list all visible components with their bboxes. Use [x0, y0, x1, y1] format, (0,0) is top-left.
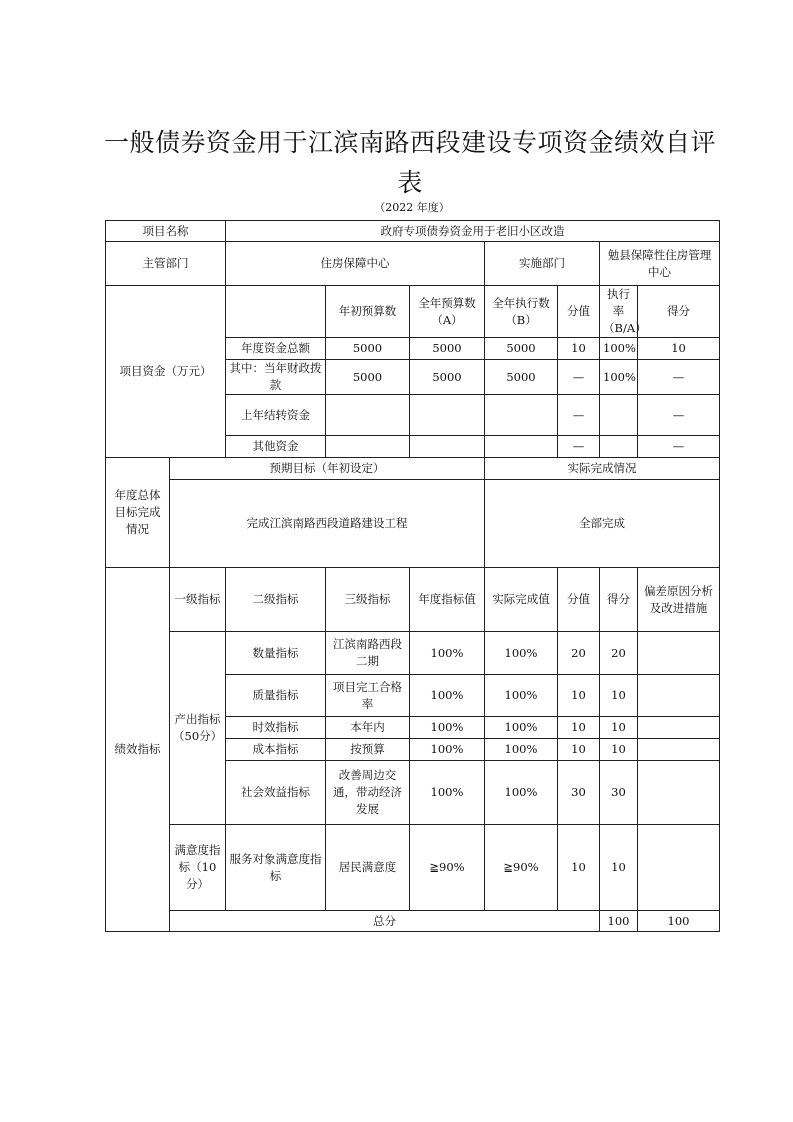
perf-label: 绩效指标 — [106, 568, 170, 932]
funds-cell: 10 — [558, 338, 600, 360]
perf-actual: 100% — [485, 717, 558, 739]
perf-got: 10 — [600, 675, 638, 717]
funds-header: 年初预算数 — [326, 286, 410, 338]
funds-cell — [485, 436, 558, 458]
funds-header-row — [106, 286, 720, 338]
funds-cell: 5000 — [326, 338, 410, 360]
perf-score: 10 — [558, 825, 600, 911]
perf-deviation — [638, 717, 720, 739]
perf-target: 100% — [410, 761, 485, 825]
funds-label: 项目资金（万元） — [106, 286, 226, 458]
perf-header: 三级指标 — [326, 568, 410, 632]
funds-cell: — — [638, 360, 720, 395]
funds-cell — [485, 395, 558, 436]
funds-cell — [326, 436, 410, 458]
perf-l2: 质量指标 — [226, 675, 326, 717]
project-name-row — [106, 221, 720, 242]
perf-group-satisfaction: 满意度指标（10分） — [170, 825, 226, 911]
perf-got: 30 — [600, 761, 638, 825]
perf-target: 100% — [410, 717, 485, 739]
report-year: （2022 年度） — [374, 201, 450, 214]
total-label: 总分 — [170, 911, 600, 932]
funds-row-name: 上年结转资金 — [226, 395, 326, 436]
perf-actual: 100% — [485, 739, 558, 761]
perf-actual: 100% — [485, 675, 558, 717]
perf-target: 100% — [410, 632, 485, 675]
perf-group-output: 产出指标（50分） — [170, 632, 226, 825]
perf-l2: 服务对象满意度指标 — [226, 825, 326, 911]
perf-actual: 100% — [485, 761, 558, 825]
perf-got: 10 — [600, 717, 638, 739]
impl-value: 勉县保障性住房管理中心 — [600, 242, 720, 286]
goals-label: 年度总体目标完成情况 — [106, 458, 170, 568]
perf-l3: 按预算 — [326, 739, 410, 761]
funds-header-blank — [226, 286, 326, 338]
perf-header: 偏差原因分析及改进措施 — [638, 568, 720, 632]
perf-score: 10 — [558, 717, 600, 739]
perf-header: 二级指标 — [226, 568, 326, 632]
total-score: 100 — [600, 911, 638, 932]
funds-cell: 5000 — [410, 338, 485, 360]
funds-cell: — — [558, 395, 600, 436]
project-name-label: 项目名称 — [106, 221, 226, 242]
total-row — [106, 911, 720, 932]
perf-l2: 社会效益指标 — [226, 761, 326, 825]
funds-cell: 5000 — [326, 360, 410, 395]
perf-score: 10 — [558, 675, 600, 717]
dept-value: 住房保障中心 — [226, 242, 485, 286]
goals-value-row — [106, 480, 720, 568]
funds-cell: — — [638, 395, 720, 436]
funds-row-name: 其中：当年财政拨款 — [226, 360, 326, 395]
perf-actual: ≧90% — [485, 825, 558, 911]
department-row — [106, 242, 720, 286]
perf-target: 100% — [410, 739, 485, 761]
self-evaluation-table — [105, 220, 720, 932]
funds-cell — [326, 395, 410, 436]
perf-deviation — [638, 761, 720, 825]
funds-cell — [600, 395, 638, 436]
perf-header: 分值 — [558, 568, 600, 632]
perf-deviation — [638, 739, 720, 761]
perf-deviation — [638, 825, 720, 911]
funds-cell: — — [558, 436, 600, 458]
perf-got: 10 — [600, 825, 638, 911]
perf-l3: 居民满意度 — [326, 825, 410, 911]
page-title: 一般债券资金用于江滨南路西段建设专项资金绩效自评表 — [103, 128, 716, 197]
goals-header-row — [106, 458, 720, 480]
funds-cell: 5000 — [485, 360, 558, 395]
perf-header: 一级指标 — [170, 568, 226, 632]
perf-score: 20 — [558, 632, 600, 675]
perf-deviation — [638, 675, 720, 717]
funds-header: 得分 — [638, 286, 720, 338]
funds-cell: 5000 — [485, 338, 558, 360]
funds-cell: 100% — [600, 360, 638, 395]
perf-row — [106, 825, 720, 911]
funds-cell: — — [558, 360, 600, 395]
funds-cell — [410, 395, 485, 436]
perf-header-row — [106, 568, 720, 632]
goals-actual-label: 实际完成情况 — [485, 458, 720, 480]
total-got: 100 — [638, 911, 720, 932]
perf-got: 20 — [600, 632, 638, 675]
goals-expected-label: 预期目标（年初设定） — [170, 458, 485, 480]
funds-header: 全年预算数（A） — [410, 286, 485, 338]
funds-cell: 100% — [600, 338, 638, 360]
funds-cell — [600, 436, 638, 458]
funds-row-name: 年度资金总额 — [226, 338, 326, 360]
perf-actual: 100% — [485, 632, 558, 675]
perf-l3: 项目完工合格率 — [326, 675, 410, 717]
perf-score: 10 — [558, 739, 600, 761]
perf-l2: 时效指标 — [226, 717, 326, 739]
funds-cell: 5000 — [410, 360, 485, 395]
perf-target: ≧90% — [410, 825, 485, 911]
funds-row-name: 其他资金 — [226, 436, 326, 458]
funds-cell: 10 — [638, 338, 720, 360]
dept-label: 主管部门 — [106, 242, 226, 286]
perf-target: 100% — [410, 675, 485, 717]
perf-header: 得分 — [600, 568, 638, 632]
impl-label: 实施部门 — [485, 242, 600, 286]
funds-cell — [410, 436, 485, 458]
perf-l3: 江滨南路西段二期 — [326, 632, 410, 675]
funds-header: 全年执行数（B） — [485, 286, 558, 338]
funds-header: 分值 — [558, 286, 600, 338]
perf-l3: 改善周边交通，带动经济发展 — [326, 761, 410, 825]
perf-deviation — [638, 632, 720, 675]
perf-got: 10 — [600, 739, 638, 761]
goals-expected-value: 完成江滨南路西段道路建设工程 — [170, 480, 485, 568]
perf-row — [106, 632, 720, 675]
perf-header: 年度指标值 — [410, 568, 485, 632]
project-name-value: 政府专项债券资金用于老旧小区改造 — [226, 221, 720, 242]
perf-l2: 成本指标 — [226, 739, 326, 761]
funds-header: 执行率（B/A） — [600, 286, 638, 338]
goals-actual-value: 全部完成 — [485, 480, 720, 568]
perf-header: 实际完成值 — [485, 568, 558, 632]
perf-l3: 本年内 — [326, 717, 410, 739]
funds-cell: — — [638, 436, 720, 458]
perf-score: 30 — [558, 761, 600, 825]
perf-l2: 数量指标 — [226, 632, 326, 675]
